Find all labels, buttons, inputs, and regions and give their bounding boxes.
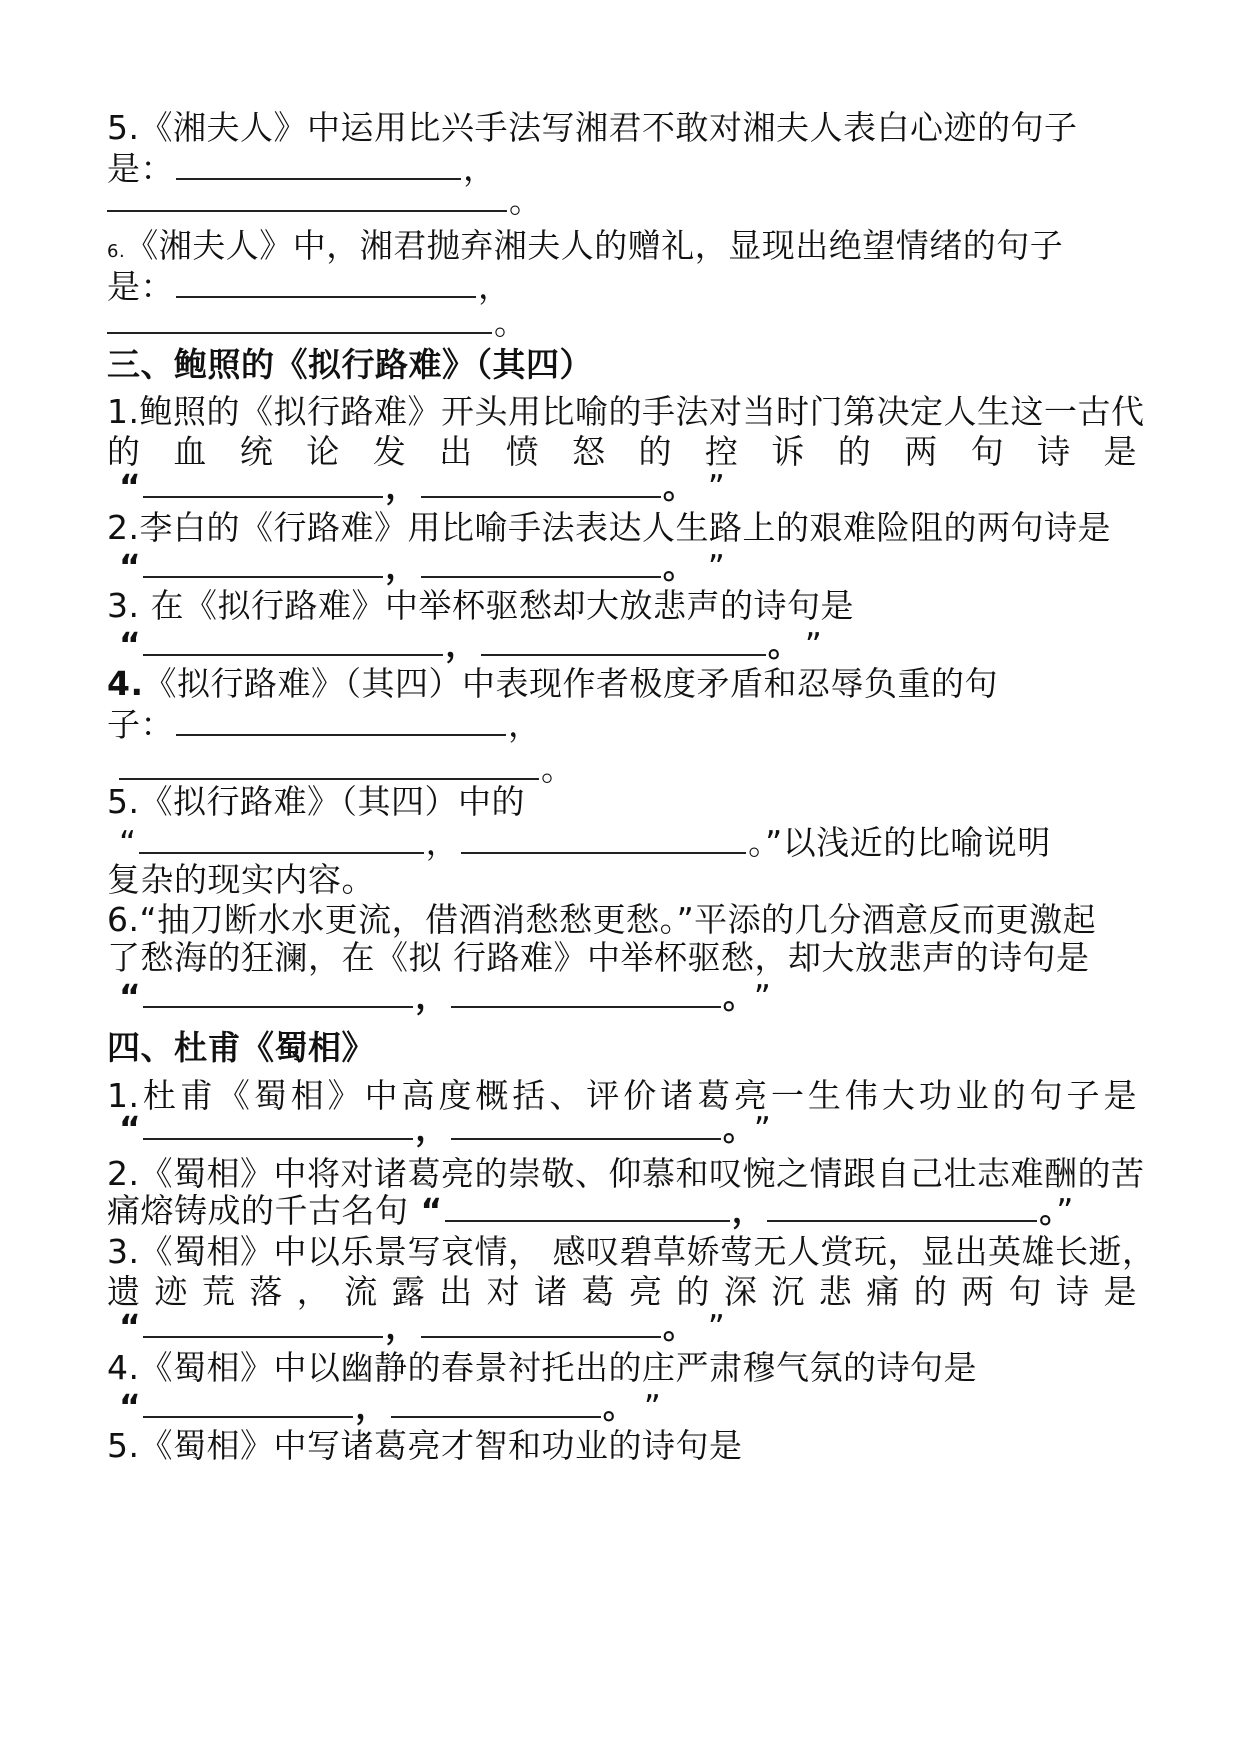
question-text: 3. 在《拟行路难》中举杯驱愁却大放悲声的诗句是: [107, 586, 854, 625]
answer-line: “ ， 。 ”: [119, 977, 772, 1016]
answer-blank[interactable]: [445, 1190, 730, 1222]
answer-blank[interactable]: [421, 546, 661, 578]
question-text: 2.《蜀相》中将对诸葛亮的崇敬、仰慕和叹惋之情跟自己壮志难酬的苦: [107, 1154, 1145, 1193]
question-text: 遗迹荒落，流露出对诸葛亮的深沉悲痛的两句诗是: [107, 1272, 1137, 1311]
question-text: 5.《蜀相》中写诸葛亮才智和功业的诗句是: [107, 1426, 743, 1465]
answer-blank[interactable]: [451, 976, 721, 1008]
answer-blank[interactable]: [139, 822, 424, 854]
answer-line: “ ， 。 ”: [119, 1307, 726, 1346]
answer-line: “ ， 。 ”: [119, 467, 726, 506]
question-text: 4.《拟行路难》（其四）中表现作者极度矛盾和忍辱负重的句: [107, 664, 998, 703]
question-text: 2.李白的《行路难》用比喻手法表达人生路上的艰难险阻的两句诗是: [107, 508, 1111, 547]
question-text: 5.《湘夫人》中运用比兴手法写湘君不敢对湘夫人表白心迹的句子: [107, 108, 1078, 147]
answer-line: 。: [119, 748, 575, 789]
section-heading: 四、杜甫《蜀相》: [107, 1028, 375, 1067]
answer-blank[interactable]: [767, 1190, 1037, 1222]
answer-blank[interactable]: [176, 704, 506, 736]
answer-blank[interactable]: [176, 148, 461, 180]
answer-line: 痛熔铸成的千古名句 “ ， 。”: [107, 1191, 1074, 1230]
question-text: 4.《蜀相》中以幽静的春景衬托出的庄严肃穆气氛的诗句是: [107, 1348, 977, 1387]
answer-blank[interactable]: [461, 822, 746, 854]
question-text: 的血统论发出愤怒的控诉的两句诗是: [107, 432, 1137, 471]
question-text: 了愁海的狂澜，在《拟 行路难》中举杯驱愁，却大放悲声的诗句是: [107, 938, 1090, 977]
answer-blank[interactable]: [143, 1306, 383, 1338]
answer-line: 。: [107, 180, 543, 221]
question-text: 6.“抽刀断水水更流，借酒消愁愁更愁。”平添的几分酒意反而更激起: [107, 900, 1097, 939]
answer-line: 。: [107, 302, 528, 343]
question-text: 1.杜甫《蜀相》中高度概括、评价诸葛亮一生伟大功业的句子是: [107, 1076, 1137, 1115]
answer-blank[interactable]: [119, 748, 539, 780]
answer-blank[interactable]: [107, 180, 507, 212]
answer-blank[interactable]: [451, 1108, 721, 1140]
question-text: 6.《湘夫人》中，湘君抛弃湘夫人的赠礼，显现出绝望情绪的句子: [107, 226, 1064, 265]
answer-blank[interactable]: [107, 302, 492, 334]
section-heading: 三、鲍照的《拟行路难》（其四）: [107, 345, 593, 384]
answer-line: “ ， 。 ”: [119, 1109, 772, 1148]
answer-line: 是： ，: [107, 267, 512, 306]
answer-blank[interactable]: [143, 624, 443, 656]
question-text: 复杂的现实内容。: [107, 860, 375, 899]
answer-line: 是： ，: [107, 149, 497, 188]
answer-blank[interactable]: [143, 1108, 413, 1140]
answer-blank[interactable]: [421, 1306, 661, 1338]
answer-line: “ ， 。 ”: [119, 547, 726, 586]
question-text: 1.鲍照的《拟行路难》开头用比喻的手法对当时门第决定人生这一古代: [107, 392, 1145, 431]
answer-blank[interactable]: [421, 466, 661, 498]
question-text: 5.《拟行路难》（其四）中的: [107, 782, 525, 821]
answer-blank[interactable]: [481, 624, 766, 656]
answer-line: 子： ，: [107, 705, 542, 744]
answer-line: “ ， 。”以浅近的比喻说明: [119, 823, 1051, 862]
answer-line: “ ， 。 ”: [119, 625, 823, 664]
answer-blank[interactable]: [143, 466, 383, 498]
answer-blank[interactable]: [391, 1386, 601, 1418]
question-text: 3.《蜀相》中以乐景写哀情， 感叹碧草娇莺无人赏玩，显出英雄长逝，: [107, 1232, 1156, 1271]
answer-line: “ ， 。 ”: [119, 1387, 662, 1426]
answer-blank[interactable]: [143, 546, 383, 578]
answer-blank[interactable]: [143, 976, 413, 1008]
answer-blank[interactable]: [143, 1386, 353, 1418]
answer-blank[interactable]: [176, 266, 476, 298]
